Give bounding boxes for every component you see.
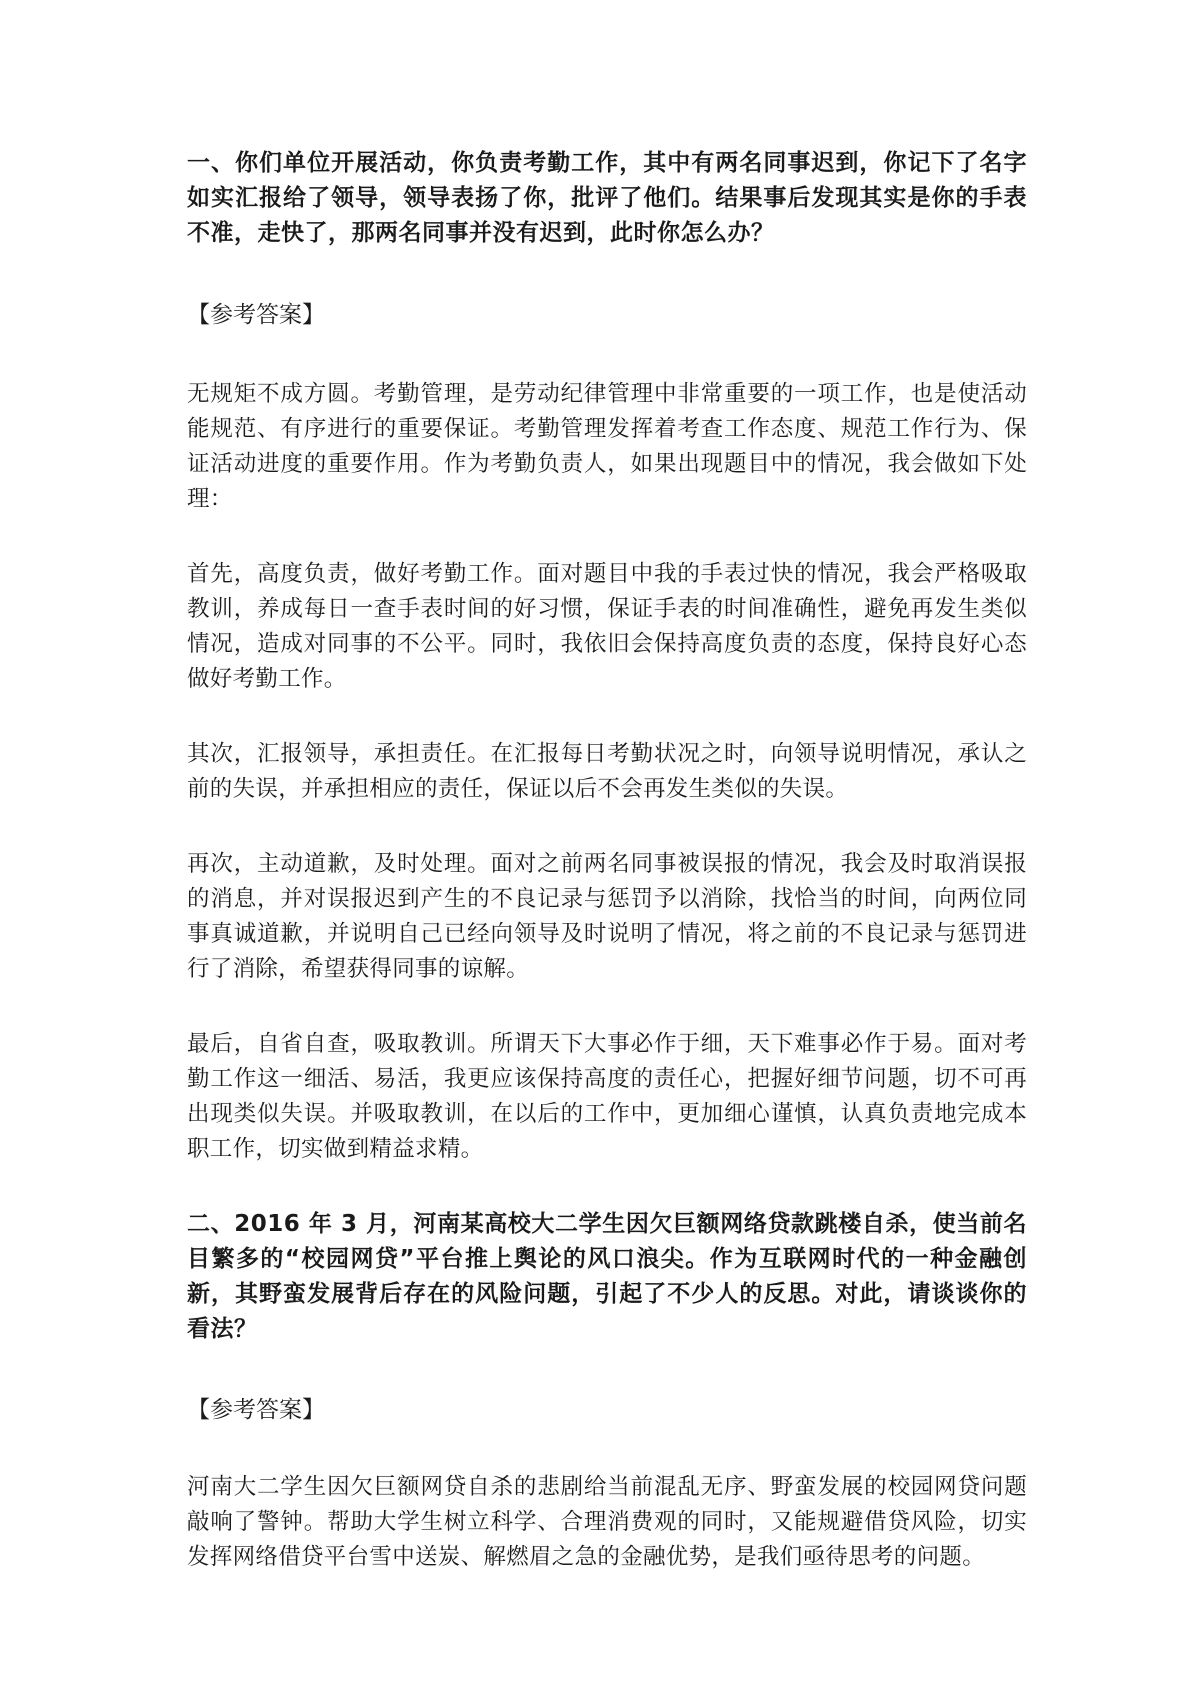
question-1: 一、你们单位开展活动，你负责考勤工作，其中有两名同事迟到，你记下了名字如实汇报给了领导，领导表扬了你，批评了他们。结果事后发现其实是你的手表不准，走快了，那两名同事并没有迟到，此时你怎么办？ bbox=[187, 150, 1027, 246]
answer-1-paragraph-5: 最后，自省自查，吸取教训。所谓天下大事必作于细，天下难事必作于易。面对考勤工作这一细活、易活，我更应该保持高度的责任心，把握好细节问题，切不可再出现类似失误。并吸取教训，在以后的工作中，更加细心谨慎，认真负责地完成本职工作，切实做到精益求精。 bbox=[187, 1031, 1027, 1162]
answer-1-paragraph-4: 再次，主动道歉，及时处理。面对之前两名同事被误报的情况，我会及时取消误报的消息，并对误报迟到产生的不良记录与惩罚予以消除，找恰当的时间，向两位同事真诚道歉，并说明自己已经向领导及时说明了情况，将之前的不良记录与惩罚进行了消除，希望获得同事的谅解。 bbox=[187, 851, 1027, 982]
answer-label-2: 【参考答案】 bbox=[187, 1397, 325, 1423]
document-content bbox=[187, 146, 1027, 1575]
answer-1-paragraph-1: 无规矩不成方圆。考勤管理，是劳动纪律管理中非常重要的一项工作，也是使活动能规范、有序进行的重要保证。考勤管理发挥着考查工作态度、规范工作行为、保证活动进度的重要作用。作为考勤负责人，如果出现题目中的情况，我会做如下处理： bbox=[187, 381, 1027, 512]
answer-1-paragraph-3: 其次，汇报领导，承担责任。在汇报每日考勤状况之时，向领导说明情况，承认之前的失误，并承担相应的责任，保证以后不会再发生类似的失误。 bbox=[187, 741, 1027, 802]
answer-2-paragraph-1: 河南大二学生因欠巨额网贷自杀的悲剧给当前混乱无序、野蛮发展的校园网贷问题敲响了警钟。帮助大学生树立科学、合理消费观的同时，又能规避借贷风险，切实发挥网络借贷平台雪中送炭、解燃眉之急的金融优势，是我们亟待思考的问题。 bbox=[187, 1474, 1027, 1570]
answer-label-1: 【参考答案】 bbox=[187, 302, 325, 328]
answer-1-paragraph-2: 首先，高度负责，做好考勤工作。面对题目中我的手表过快的情况，我会严格吸取教训，养成每日一查手表时间的好习惯，保证手表的时间准确性，避免再发生类似情况，造成对同事的不公平。同时，我依旧会保持高度负责的态度，保持良好心态做好考勤工作。 bbox=[187, 561, 1027, 692]
question-2: 二、2016 年 3 月，河南某高校大二学生因欠巨额网络贷款跳楼自杀，使当前名目繁多的“校园网贷”平台推上舆论的风口浪尖。作为互联网时代的一种金融创新，其野蛮发展背后存在的风险问题，引起了不少人的反思。对此，请谈谈你的看法？ bbox=[187, 1211, 1027, 1342]
